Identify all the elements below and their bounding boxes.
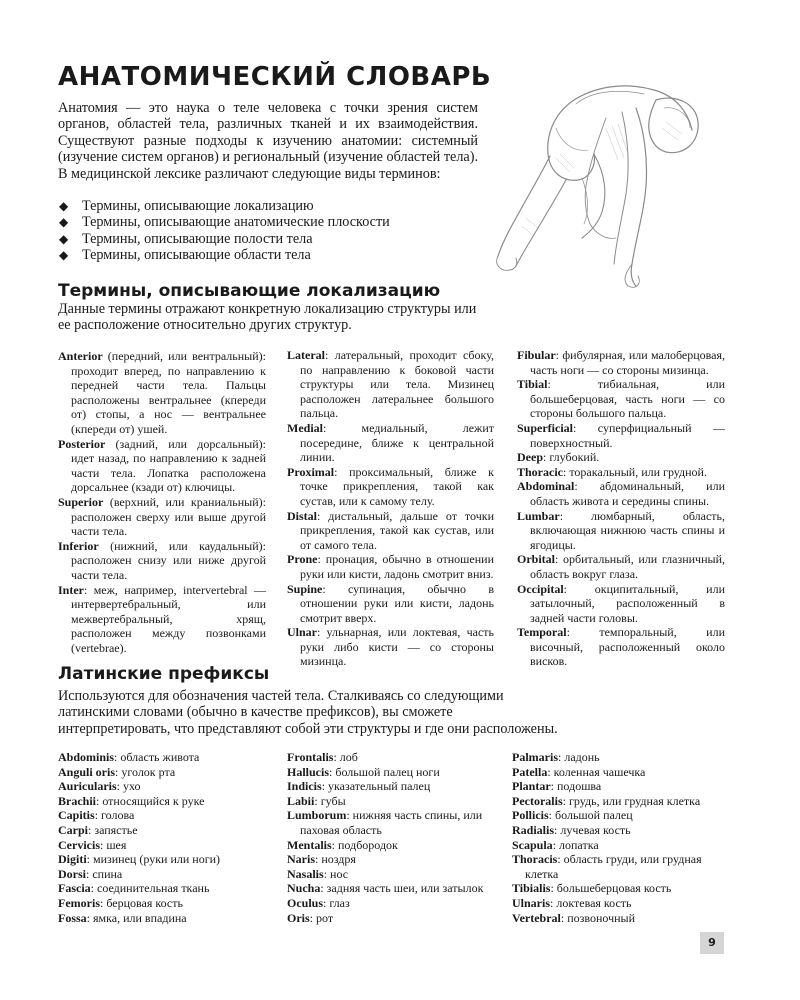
localization-column-2	[287, 348, 494, 669]
prefix-definition: : ямка, или впадина	[86, 910, 187, 925]
term-entry	[517, 348, 725, 377]
prefix-term: Labii	[287, 793, 315, 808]
prefix-entry	[58, 765, 273, 780]
term-entry	[58, 495, 266, 539]
term-entry	[287, 348, 494, 421]
prefix-term: Oris	[287, 910, 310, 925]
prefix-term: Fascia	[58, 881, 91, 896]
term-name: Abdominal	[517, 479, 575, 494]
localization-column-3	[517, 348, 725, 669]
list-item: ◆ Термины, описывающие анатомические плоскости	[59, 214, 390, 231]
term-entry	[287, 552, 494, 581]
term-definition: : супинация, обычно в отношении руки или кисти, ладонь смотрит вверх.	[300, 581, 494, 625]
prefix-definition: : большой палец	[548, 808, 633, 823]
diamond-icon: ◆	[59, 199, 69, 213]
term-definition: : пронация, обычно в отношении руки или кисти, ладонь смотрит вниз.	[300, 552, 494, 581]
section-heading-prefixes: Латинские префиксы	[58, 664, 270, 684]
prefix-term: Auricularis	[58, 779, 117, 794]
prefix-term: Abdominis	[58, 750, 115, 764]
prefix-term: Frontalis	[287, 750, 334, 764]
term-name: Lateral	[287, 348, 325, 362]
prefix-definition: : голова	[94, 808, 135, 823]
prefix-entry	[287, 911, 502, 926]
term-name: Supine	[287, 581, 323, 596]
term-name: Ulnar	[287, 625, 317, 640]
term-entry	[517, 377, 725, 421]
term-entry	[287, 625, 494, 669]
prefix-definition: : глаз	[323, 895, 350, 910]
prefix-term: Cervicis	[58, 837, 100, 852]
prefix-entry	[58, 838, 273, 853]
term-name: Prone	[287, 552, 318, 567]
term-entry	[517, 465, 725, 480]
prefix-definition: : шея	[99, 837, 127, 852]
term-definition: : абдоминальный, или область живота и середины спины.	[530, 479, 725, 508]
term-types-list	[58, 198, 478, 264]
prefix-entry	[287, 867, 502, 882]
prefixes-column-3	[512, 750, 727, 925]
prefix-term: Radialis	[512, 822, 555, 837]
term-entry	[517, 450, 725, 465]
prefix-term: Pectoralis	[512, 793, 563, 808]
term-definition: : окципитальный, или затылочный, расположенный в задней части головы.	[530, 581, 725, 625]
term-entry	[287, 509, 494, 553]
term-name: Distal	[287, 508, 317, 523]
prefix-term: Thoracis	[512, 852, 558, 867]
term-entry	[517, 625, 725, 669]
prefix-term: Capitis	[58, 808, 95, 823]
prefix-definition: : лучевая кость	[554, 822, 631, 837]
prefix-definition: : подошва	[550, 779, 602, 794]
prefix-definition: : указательный палец	[321, 779, 431, 794]
prefix-entry	[512, 750, 727, 765]
prefix-term: Carpi	[58, 822, 88, 837]
term-definition: : меж, например, intervertebral — интервертебральный, или межвертебральный, хрящ, расположен между позвонками (vertebrae).	[71, 582, 266, 655]
diamond-icon: ◆	[59, 215, 69, 230]
prefix-term: Pollicis	[512, 808, 549, 823]
term-entry	[58, 583, 266, 656]
prefix-definition: : берцовая кость	[99, 895, 183, 910]
prefix-entry	[512, 896, 727, 911]
prefix-entry	[512, 765, 727, 780]
prefix-definition: : позвоночный	[560, 910, 636, 925]
term-name: Posterior	[58, 436, 106, 451]
term-definition: (задний, или дорсальный): идет назад, по направлению к задней части тела. Лопатка расположена дорсальнее (кзади от) ключицы.	[71, 436, 266, 495]
prefix-definition: : уголок рта	[115, 764, 176, 779]
prefix-term: Vertebral	[512, 910, 561, 925]
prefix-definition: : лопатка	[552, 837, 599, 852]
prefix-entry	[287, 808, 502, 837]
term-definition: : суперфициальный — поверхностный.	[530, 420, 725, 450]
prefix-definition: : нижняя часть спины, или паховая область	[300, 808, 483, 837]
prefix-entry	[58, 808, 273, 823]
prefix-entry	[58, 867, 273, 882]
term-name: Fibular	[517, 348, 556, 362]
prefix-entry	[58, 881, 273, 896]
prefix-definition: : спина	[86, 866, 123, 881]
diamond-icon: ◆	[59, 231, 69, 246]
prefix-entry	[512, 823, 727, 838]
prefix-definition: : большой палец ноги	[329, 764, 440, 779]
term-entry	[58, 437, 266, 495]
prefix-definition: : локтевая кость	[550, 895, 632, 910]
prefix-term: Dorsi	[58, 866, 86, 881]
prefix-entry	[287, 779, 502, 794]
prefix-definition: : большеберцовая кость	[550, 881, 672, 896]
prefixes-subtitle: Используются для обозначения частей тела. Сталкиваясь со следующими латинскими словами (обычно в качестве префиксов), вы сможете интерпретировать, что представляют собой эти структуры и где они расположены.	[58, 688, 558, 737]
term-definition: : латеральный, проходит сбоку, по направлению к боковой части структуры или тела. Мизинец расположен латеральнее большого пальца.	[300, 348, 494, 421]
prefix-entry	[58, 794, 273, 809]
prefix-term: Plantar	[512, 779, 551, 794]
term-definition: (верхний, или краниальный): расположен сверху или выше другой части тела.	[71, 494, 266, 539]
prefix-definition: : ноздря	[315, 852, 356, 867]
prefix-entry	[58, 750, 273, 765]
prefix-term: Hallucis	[287, 764, 330, 779]
prefix-entry	[512, 779, 727, 794]
prefix-term: Brachii	[58, 793, 96, 808]
prefix-definition: : подбородок	[331, 837, 398, 852]
term-definition: (нижний, или каудальный): расположен снизу или ниже другой части тела.	[71, 538, 266, 582]
page-number: 9	[700, 932, 724, 954]
section-heading-localization: Термины, описывающие локализацию	[58, 281, 441, 301]
prefix-entry	[287, 896, 502, 911]
prefix-term: Patella	[512, 764, 548, 779]
term-name: Anterior	[58, 349, 103, 363]
term-definition: : торакальный, или грудной.	[563, 464, 707, 479]
prefix-entry	[287, 881, 502, 896]
prefix-definition: : грудь, или грудная клетка	[562, 793, 701, 808]
term-entry	[517, 421, 725, 450]
term-name: Proximal	[287, 464, 335, 479]
term-definition: : проксимальный, ближе к точке прикрепления, такой как сустав, или к самому телу.	[300, 464, 494, 508]
page-title: АНАТОМИЧЕСКИЙ СЛОВАРЬ	[58, 62, 492, 92]
term-name: Inter	[58, 582, 84, 597]
term-name: Occipital	[517, 581, 564, 596]
term-name: Inferior	[58, 538, 99, 553]
term-entry	[517, 509, 725, 553]
prefix-entry	[287, 852, 502, 867]
term-definition: : фибулярная, или малоберцовая, часть ноги — со стороны мизинца.	[530, 348, 725, 377]
list-item: ◆ Термины, описывающие области тела	[59, 247, 311, 264]
prefix-term: Ulnaris	[512, 895, 551, 910]
prefix-definition: : запястье	[88, 822, 138, 837]
list-item: ◆ Термины, описывающие локализацию	[59, 198, 314, 214]
prefixes-column-2	[287, 750, 502, 925]
prefix-definition: : ладонь	[558, 750, 600, 764]
term-name: Lumbar	[517, 508, 560, 523]
prefix-term: Femoris	[58, 895, 100, 910]
prefix-term: Lumborum	[287, 808, 347, 823]
term-definition: : темпоральный, или височный, расположенный около висков.	[530, 625, 725, 669]
prefixes-column-1	[58, 750, 273, 925]
anatomical-figure-sketch	[486, 68, 718, 298]
prefix-definition: : относящийся к руке	[96, 793, 205, 808]
term-definition: : тибиальная, или большеберцовая, часть ноги — со стороны большого пальца.	[530, 377, 725, 421]
prefix-definition: : нос	[323, 866, 349, 881]
term-entry	[58, 349, 266, 437]
prefix-definition: : коленная чашечка	[547, 764, 646, 779]
prefix-definition: : соединительная ткань	[90, 881, 210, 896]
term-definition: : орбитальный, или глазничный, область вокруг глаза.	[530, 552, 725, 581]
prefix-entry	[58, 911, 273, 926]
prefix-term: Oculus	[287, 895, 324, 910]
term-definition: (передний, или вентральный): проходит вперед, по направлению к передней части тела. Пальцы расположены вентральнее (кпереди от) стопы, а нос — вентральнее (кпереди от) ушей.	[71, 349, 266, 436]
prefix-entry	[287, 765, 502, 780]
prefix-entry	[287, 838, 502, 853]
term-name: Superior	[58, 494, 104, 509]
term-definition: : глубокий.	[543, 450, 600, 465]
term-definition: : ульнарная, или локтевая, часть руки либо кисти — со стороны мизинца.	[300, 625, 494, 669]
term-name: Thoracic	[517, 464, 563, 479]
term-definition: : дистальный, дальше от точки прикрепления, такой как сустав, или от самого тела.	[300, 508, 494, 552]
prefix-entry	[58, 852, 273, 867]
prefix-entry	[512, 794, 727, 809]
localization-column-1	[58, 349, 266, 655]
prefix-term: Nucha	[287, 881, 321, 896]
term-entry	[287, 465, 494, 509]
diamond-icon: ◆	[59, 248, 69, 263]
prefix-definition: : мизинец (руки или ноги)	[86, 852, 221, 867]
prefix-term: Mentalis	[287, 837, 332, 852]
prefix-term: Indicis	[287, 779, 322, 794]
term-entry	[517, 552, 725, 581]
term-name: Orbital	[517, 552, 555, 567]
prefix-term: Digiti	[58, 852, 87, 867]
prefix-definition: : задняя часть шеи, или затылок	[320, 881, 484, 896]
prefix-term: Fossa	[58, 910, 87, 925]
prefix-term: Anguli oris	[58, 764, 116, 779]
term-entry	[517, 479, 725, 508]
prefix-term: Scapula	[512, 837, 553, 852]
prefix-definition: : область груди, или грудная клетка	[525, 852, 702, 881]
prefix-entry	[58, 823, 273, 838]
prefix-entry	[287, 750, 502, 765]
prefix-entry	[512, 881, 727, 896]
term-name: Superficial	[517, 420, 573, 435]
term-entry	[58, 539, 266, 583]
prefix-definition: : губы	[314, 793, 346, 808]
prefix-entry	[512, 911, 727, 926]
localization-subtitle: Данные термины отражают конкретную локализацию структуры или ее расположение относительно других структур.	[58, 301, 477, 334]
prefix-entry	[58, 779, 273, 794]
prefix-term: Palmaris	[512, 750, 558, 764]
term-entry	[287, 421, 494, 465]
prefix-entry	[58, 896, 273, 911]
list-item: ◆ Термины, описывающие полости тела	[59, 230, 313, 247]
prefix-definition: : лоб	[333, 750, 358, 764]
prefix-term: Nasalis	[287, 866, 324, 881]
prefix-term: Naris	[287, 852, 315, 867]
term-name: Medial	[287, 420, 323, 435]
term-definition: : люмбарный, область, включающая нижнюю часть спины и ягодицы.	[530, 508, 725, 552]
prefix-entry	[287, 794, 502, 809]
term-entry	[517, 582, 725, 626]
prefix-term: Tibialis	[512, 881, 551, 896]
term-name: Deep	[517, 450, 543, 465]
prefix-definition: : ухо	[116, 779, 141, 794]
term-entry	[287, 582, 494, 626]
prefix-definition: : рот	[309, 910, 334, 925]
term-name: Temporal	[517, 625, 567, 640]
prefix-entry	[512, 838, 727, 853]
prefix-entry	[512, 808, 727, 823]
prefix-entry	[512, 852, 727, 881]
term-name: Tibial	[517, 377, 548, 392]
term-definition: : медиальный, лежит посередине, ближе к центральной линии.	[300, 420, 494, 465]
intro-paragraph: Анатомия — это наука о теле человека с точки зрения систем органов, областей тела, различных тканей и их взаимодействия. Существуют разные подходы к изучению анатомии: системный (изучение систем органов) и региональный (изучение областей тела). В медицинской лексике различают следующие виды терминов:	[58, 100, 478, 182]
prefix-definition: : область живота	[114, 750, 200, 764]
